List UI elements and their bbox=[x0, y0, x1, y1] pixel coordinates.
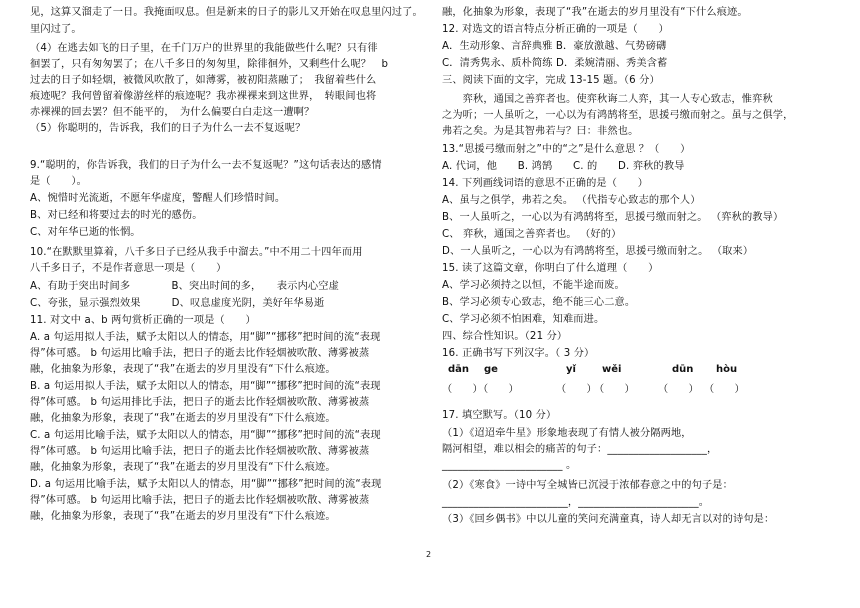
answer-blank[interactable]: （ ） bbox=[478, 384, 519, 395]
right-column-line: C、 弈秋，通国之善弈者也。 （好的） bbox=[442, 229, 622, 240]
right-column-line: 之为听；一人虽听之，一心以为有鸿鹄将至，思援弓缴而射之。虽与之俱学， bbox=[442, 110, 794, 121]
left-column-line: 里闪过了。 bbox=[30, 24, 82, 35]
left-column-line: 融，化抽象为形象，表现了“我”在逝去的岁月里没有“下什么痕迹。 bbox=[30, 511, 336, 522]
right-column-line: （3）《回乡偶书》中以儿童的笑问充满童真，诗人却无言以对的诗句是： bbox=[442, 514, 775, 525]
left-column-line: A、有助于突出时间多 B、突出时间的多， 表示内心空虚 bbox=[30, 281, 339, 292]
right-column-line: C、学习必须不怕困难，知难而进。 bbox=[442, 314, 605, 325]
left-column-line: 得”体可感。 b 句运用比喻手法，把日子的逝去比作轻烟被吹散、薄雾被蒸 bbox=[30, 348, 370, 359]
pinyin-item: wěi bbox=[602, 364, 622, 375]
left-column-line: （4）在逃去如飞的日子里，在千门万户的世界里的我能做些什么呢？只有徘 bbox=[30, 43, 378, 54]
right-column-line: A．生动形象、言辞典雅 B．豪放激越、气势磅礴 bbox=[442, 41, 667, 52]
right-column-line: A. 代词，他 B. 鸿鹄 C. 的 D. 弈秋的教导 bbox=[442, 161, 685, 172]
pinyin-item: yǐ bbox=[566, 364, 576, 375]
right-column-line: B、学习必须专心致志，绝不能三心二意。 bbox=[442, 297, 636, 308]
left-column-line: B、对已经和将要过去的时光的感伤。 bbox=[30, 210, 203, 221]
answer-blank[interactable]: （ ） bbox=[658, 384, 699, 395]
left-column-line: 赤裸裸的回去罢？但不能平的， 为什么偏要白白走这一遭啊？ bbox=[30, 107, 315, 118]
right-column-line: 15. 读了这篇文章，你明白了什么道理（ ） bbox=[442, 263, 659, 274]
right-column-line: 13.“思援弓缴而射之”中的“之”是什么意思 ？（ ） bbox=[442, 144, 691, 155]
left-column-line: （5）你聪明的，告诉我，我们的日子为什么一去不复返呢？ bbox=[30, 123, 306, 134]
answer-blank[interactable]: （ ） bbox=[442, 384, 483, 395]
right-column-line: 融，化抽象为形象，表现了“我”在逝去的岁月里没有“下什么痕迹。 bbox=[442, 7, 748, 18]
right-column-line: （1）《迢迢牵牛星》形象地表现了有情人被分隔两地， bbox=[442, 428, 692, 439]
left-column-line: 融，化抽象为形象，表现了“我”在逝去的岁月里没有“下什么痕迹。 bbox=[30, 413, 336, 424]
right-column-line: 隔河相望，难以相会的痛苦的句子：___________________， bbox=[442, 444, 718, 455]
right-column-line: A、学习必须持之以恒，不能半途而废。 bbox=[442, 280, 625, 291]
right-column-line: 弈秋，通国之善弈者也。使弈秋诲二人弈，其一人专心致志，惟弈秋 bbox=[442, 94, 773, 105]
right-column-line: D、一人虽听之，一心以为有鸿鹄将至，思援弓缴而射之。 （取来） bbox=[442, 246, 754, 257]
answer-blank[interactable]: （ ） bbox=[594, 384, 635, 395]
left-column-line: 八千多日子，不是作者意思一项是（ ） bbox=[30, 263, 227, 274]
answer-blank[interactable]: （ ） bbox=[556, 384, 597, 395]
left-column-line: C、夸张，显示强烈效果 D、叹息虚度光阴，美好年华易逝 bbox=[30, 298, 325, 309]
left-column-line: 得”体可感。 b 句运用排比手法，把日子的逝去比作轻烟被吹散、薄雾被蒸 bbox=[30, 397, 370, 408]
left-column-line: 是（ ）。 bbox=[30, 176, 87, 187]
right-column-line: 四、综合性知识。（21 分） bbox=[442, 331, 568, 342]
right-column-line: （2）《寒食》一诗中写全城皆已沉浸于浓郁春意之中的句子是： bbox=[442, 480, 733, 491]
left-column-line: A. a 句运用拟人手法，赋予太阳以人的情态，用“脚”“挪移”把时间的流“表现 bbox=[30, 332, 381, 343]
left-column-line: C. a 句运用比喻手法，赋予太阳以人的情态，用“脚”“挪移”把时间的流“表现 bbox=[30, 430, 381, 441]
right-column-line: 三、阅读下面的文字，完成 13-15 题。（6 分） bbox=[442, 75, 660, 86]
page-number: 2 bbox=[426, 550, 432, 559]
pinyin-item: dūn bbox=[672, 364, 694, 375]
right-column-line: C．清秀隽永、质朴简练 D．柔婉清丽、秀美含蓄 bbox=[442, 58, 668, 69]
pinyin-item: hòu bbox=[716, 364, 738, 375]
right-column-line: B、一人虽听之，一心以为有鸿鹄将至，思援弓缴而射之。 （弈秋的教导） bbox=[442, 212, 784, 223]
left-column-line: 融，化抽象为形象，表现了“我”在逝去的岁月里没有“下什么痕迹。 bbox=[30, 364, 336, 375]
left-column-line: 9.“聪明的，你告诉我，我们的日子为什么一去不复返呢？”这句话表达的感情 bbox=[30, 160, 382, 171]
right-column-line: _______________________ 。 bbox=[442, 460, 577, 471]
right-column-line: 14. 下列画线词语的意思不正确的是（ ） bbox=[442, 178, 649, 189]
left-column-line: 融，化抽象为形象，表现了“我”在逝去的岁月里没有“下什么痕迹。 bbox=[30, 462, 336, 473]
pinyin-item: dān bbox=[448, 364, 470, 375]
pinyin-item: ge bbox=[484, 364, 498, 375]
right-column-line: 16. 正确书写下列汉字。（ 3 分） bbox=[442, 348, 595, 359]
right-column-line: 弗若之矣。为是其智弗若与？曰：非然也。 bbox=[442, 126, 639, 137]
answer-blank[interactable]: （ ） bbox=[704, 384, 745, 395]
right-column-line: A、虽与之俱学，弗若之矣。 （代指专心致志的那个人） bbox=[442, 195, 701, 206]
left-column-line: 10.“在默默里算着，八千多日子已经从我手中溜去。”中不用二十四年而用 bbox=[30, 247, 363, 258]
right-column-line: ________________________，_______________________。 bbox=[442, 497, 710, 508]
left-column-line: 11. 对文中 a、b 两句赏析正确的一项是（ ） bbox=[30, 315, 256, 326]
left-column-line: 见，这算又溜走了一日。我掩面叹息。但是新来的日子的影儿又开始在叹息里闪过了。 bbox=[30, 7, 423, 18]
left-column-line: 得”体可感。 b 句运用比喻手法，把日子的逝去比作轻烟被吹散、薄雾被蒸 bbox=[30, 495, 370, 506]
left-column-line: 得”体可感。 b 句运用比喻手法，把日子的逝去比作轻烟被吹散、薄雾被蒸 bbox=[30, 446, 370, 457]
right-column-line: 12. 对选文的语言特点分析正确的一项是（ ） bbox=[442, 24, 669, 35]
left-column-line: A、惋惜时光流逝，不愿年华虚度，警醒人们珍惜时间。 bbox=[30, 193, 286, 204]
left-column-line: C、对年华已逝的怅惘。 bbox=[30, 227, 141, 238]
left-column-line: 痕迹呢？我何曾留着像游丝样的痕迹呢？我赤裸裸来到这世界， 转眼间也将 bbox=[30, 91, 377, 102]
left-column-line: 徊罢了，只有匆匆罢了；在八千多日的匆匆里，除徘徊外，又剩些什么呢？ b bbox=[30, 59, 389, 70]
left-column-line: D. a 句运用比喻手法，赋予太阳以人的情态，用“脚”“挪移”把时间的流“表现 bbox=[30, 479, 382, 490]
right-column-line: 17. 填空默写。（10 分） bbox=[442, 410, 557, 421]
left-column-line: 过去的日子如轻烟，被微风吹散了，如薄雾，被初阳蒸融了； 我留着些什么 bbox=[30, 75, 377, 86]
left-column-line: B. a 句运用拟人手法，赋予太阳以人的情态，用“脚”“挪移”把时间的流“表现 bbox=[30, 381, 381, 392]
